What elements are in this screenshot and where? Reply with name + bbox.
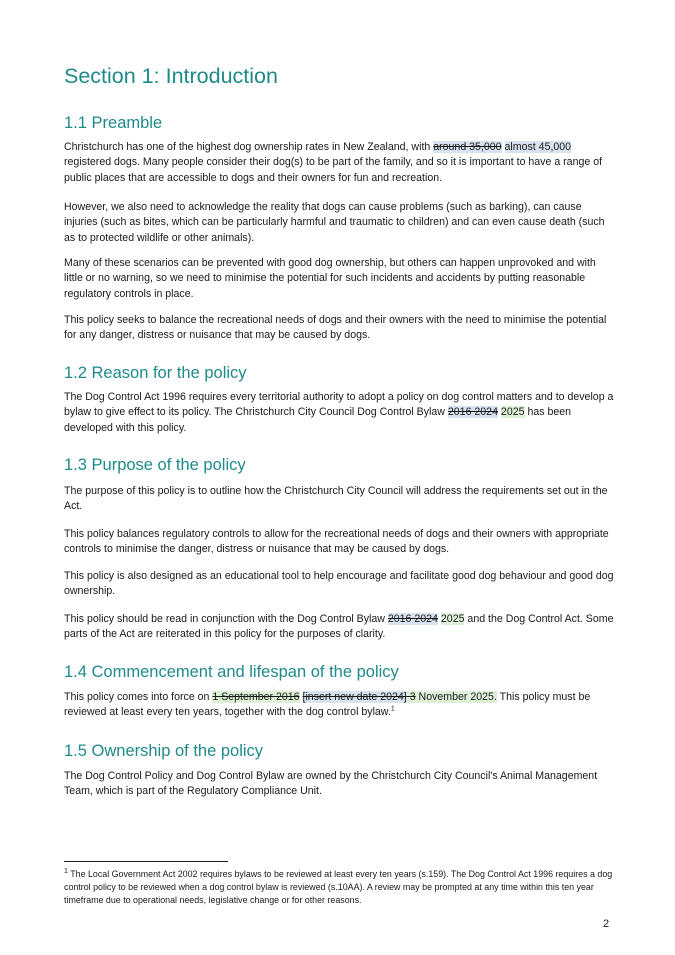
paragraph-reason-1 [64,390,616,436]
paragraph-preamble-3: Many of these scenarios can be prevented with good dog ownership, but others can happen unprovoked and with little or no warning, so we need to minimise the potential for such incidents and accidents by putting reasonable regulatory controls in place. [64,257,596,300]
page-number: 2 [603,918,610,930]
text: and the Dog Control Act. Some parts of the Act are reiterated in this policy for the purposes of clarity. [64,613,614,641]
paragraph-purpose-2: This policy balances regulatory controls to allow for the recreational needs of dogs and their owners with appropriate controls to minimise the danger, distress or nuisance that may be caused by dogs. [64,528,609,556]
paragraph-commencement-1 [64,690,616,721]
paragraph-ownership-1: The Dog Control Policy and Dog Control Bylaw are owned by the Christchurch City Council's Animal Management Team, which is part of the Regulatory Compliance Unit. [64,770,598,798]
heading-reason: 1.2 Reason for the policy [64,364,247,382]
inserted-text: 2025 [500,406,525,419]
paragraph-purpose-1: The purpose of this policy is to outline how the Christchurch City Council will address the requirements set out in the Act. [64,485,608,513]
paragraph-purpose-3: This policy is also designed as an educational tool to help encourage and facilitate good dog behaviour and good dog ownership. [64,570,614,598]
text: has been developed with this policy. [64,406,572,434]
text: registered dogs. Many people consider their dog(s) to be part of the family, and so it is important to have a range of public places that are accessible to dogs and their owners for fun and recreation. [64,156,603,184]
text: This policy should be read in conjunction with the Dog Control Bylaw [64,613,388,625]
inserted-text: 2025 [440,613,465,625]
footnote-marker: 1 [64,868,68,876]
paragraph-preamble-4: This policy seeks to balance the recreational needs of dogs and their owners with the need to minimise the potential for any danger, distress or nuisance that may be caused by dogs. [64,314,607,342]
heading-purpose: 1.3 Purpose of the policy [64,456,246,474]
paragraph-preamble-1 [64,140,616,186]
deleted-date: 1 September 2016 [212,691,300,703]
section-title: Section 1: Introduction [64,64,278,88]
deleted-text: 2016 2024 [387,613,438,625]
heading-preamble: 1.1 Preamble [64,114,163,132]
paragraph-purpose-4 [64,612,616,643]
footnote-text: The Local Government Act 2002 requires bylaws to be reviewed at least every ten years (s.159). The Dog Control Act 1996 requires a dog control policy to be reviewed when a dog control bylaw is reviewed (s.10AA). A review may be prompted at any time within this ten year timeframe due to operational needs, legislative change or for other reasons. [64,869,613,905]
text: This policy comes into force on [64,691,213,703]
heading-ownership: 1.5 Ownership of the policy [64,742,264,760]
text: Christchurch has one of the highest dog ownership rates in New Zealand, with [64,141,434,153]
footnote [64,868,616,907]
footnote-separator [64,861,228,862]
heading-commencement: 1.4 Commencement and lifespan of the policy [64,663,399,681]
deleted-day: 3 [406,691,416,703]
paragraph-preamble-2: However, we also need to acknowledge the reality that dogs can cause problems (such as barking), can cause injuries (such as bites, which can be particularly harmful and traumatic to children) and can even cause death (such as to protected wildlife or other animals). [64,201,605,244]
text: This policy must be reviewed at least every ten years, together with the dog control bylaw. [64,691,591,719]
deleted-text: 2016 2024 [447,406,498,419]
text: The Dog Control Act 1996 requires every territorial authority to adopt a policy on dog control matters and to develop a bylaw to give effect to its policy. The Christchurch City Council Dog Control Bylaw [64,391,614,419]
deleted-placeholder: [insert new date 2024] [302,691,407,703]
deleted-text: around 35,000 [433,141,502,153]
inserted-date: November 2025. [415,691,497,703]
footnote-reference[interactable]: 1 [390,705,395,713]
inserted-text: almost 45,000 [504,141,572,153]
